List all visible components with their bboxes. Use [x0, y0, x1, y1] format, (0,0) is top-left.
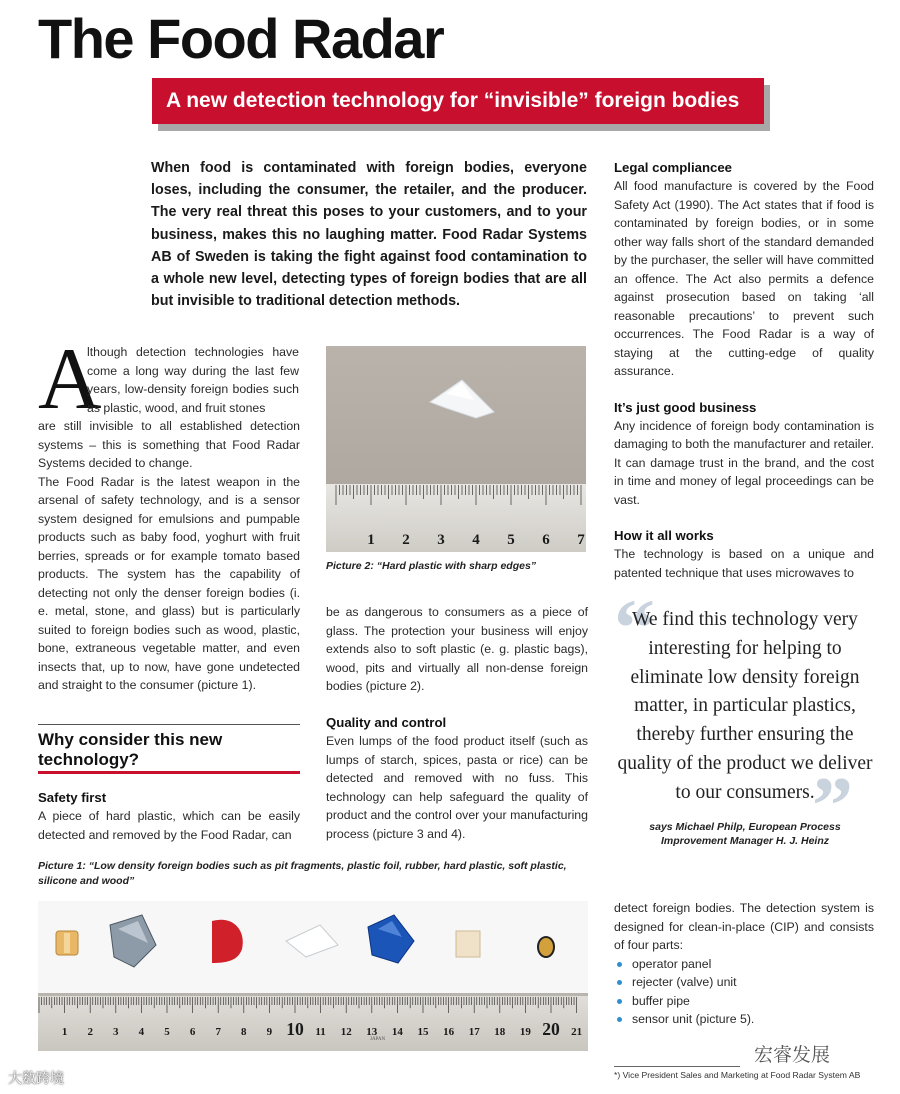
- drop-cap: A: [38, 331, 102, 428]
- pull-quote: We find this technology very interesting for helping to eliminate low density foreign matter, in particular plastics, thereby further ensuring the quality of the product we deliver to our consumers.: [617, 609, 873, 803]
- col-a-paragraph-1-end: are still invisible to all established detection systems – this is something that Food Radar Systems decided to change.: [38, 419, 300, 470]
- safety-section: [38, 789, 300, 844]
- parts-list: [614, 955, 874, 1029]
- col-a-body: [38, 417, 300, 695]
- ruler-number: 8: [241, 1026, 247, 1038]
- wood-icon: [538, 937, 554, 957]
- col-a-paragraph-1-start: lthough detection technologies have come a long way during the last few years, low-density foreign bodies such as plastic, wood, and fruit stones: [87, 345, 299, 415]
- ruler-number: 1: [367, 532, 375, 548]
- ruler-number: 3: [437, 532, 445, 548]
- wechat-watermark: 宏睿发展: [754, 1045, 831, 1066]
- col-c: [614, 159, 874, 582]
- ruler-number: 21: [571, 1026, 583, 1038]
- ruler-number: 7: [215, 1026, 221, 1038]
- ruler-number: 2: [87, 1026, 93, 1038]
- ruler-number: 14: [391, 1026, 403, 1038]
- ruler-number: 12: [340, 1026, 352, 1038]
- ruler-number: 1: [61, 1026, 68, 1038]
- ruler-label: JAPAN: [370, 1037, 386, 1042]
- quality-text: Even lumps of the food product itself (such as lumps of starch, spices, pasta or rice) can be detected and removed with no fuss. This technology can help safeguard the quality of product and the control over your manufacturing process (picture 3 and 4).: [326, 734, 588, 841]
- col-d-text: detect foreign bodies. The detection system is designed for clean-in-place (CIP) and consists of four parts:: [614, 901, 874, 952]
- picture-2-caption: Picture 2: “Hard plastic with sharp edges”: [326, 560, 537, 572]
- intro-paragraph: When food is contaminated with foreign bodies, everyone loses, including the consumer, the retailer, and the producer. The very real threat this poses to your customers, and to your business, makes this no laughing matter. Food Radar Systems AB of Sweden is taking the fight against food contamination to a whole new level, detecting types of foreign bodies that are all but invisible to traditional detection methods.: [151, 160, 587, 310]
- ruler-number: 7: [577, 532, 585, 548]
- ruler-number: 4: [472, 532, 480, 548]
- parts-list-item: sensor unit (picture 5).: [614, 1010, 874, 1029]
- ruler-number: 6: [189, 1026, 196, 1038]
- ruler-number: 9: [266, 1026, 273, 1038]
- why-heading: Why consider this new technology?: [38, 730, 223, 769]
- pit-fragment-icon: [56, 931, 78, 955]
- quote-attribution-line-1: says Michael Philp, European Process: [649, 821, 841, 833]
- parts-list-item: operator panel: [614, 955, 874, 974]
- ruler-number: 11: [315, 1026, 326, 1038]
- parts-list-item: rejecter (valve) unit: [614, 973, 874, 992]
- corner-watermark: 大数跨境: [8, 1070, 64, 1086]
- footnote-rule: [614, 1066, 740, 1067]
- ruler-number: 2: [402, 532, 410, 548]
- ruler-number: 6: [542, 532, 550, 548]
- section-rule-top: [38, 724, 300, 725]
- picture-2-photo: [326, 346, 586, 552]
- ruler-number: 3: [113, 1026, 119, 1038]
- quote-open-mark: “: [614, 582, 655, 673]
- ruler-number: 13: [366, 1026, 378, 1038]
- legal-text: All food manufacture is covered by the Food Safety Act (1990). The Act states that if food is contaminated by foreign bodies, or in some other way falls short of the standard demanded by the purchaser, the seller will have committed an offence. The Act also permits a defence against prosecution based on taking ‘all reasonable precautions’ to prevent such occurrences. The Food Radar is a way of staying at the cutting-edge of quality assurance.: [614, 179, 874, 378]
- safety-text: A piece of hard plastic, which can be easily detected and removed by the Food Radar, can: [38, 809, 300, 842]
- quality-heading: Quality and control: [326, 715, 447, 730]
- ruler-number: 17: [468, 1026, 480, 1038]
- ruler-number: 4: [138, 1026, 145, 1038]
- quote-close-mark: ”: [812, 760, 853, 851]
- legal-heading: Legal compliancee: [614, 160, 732, 175]
- section-rule-accent: [38, 771, 300, 774]
- works-heading: How it all works: [614, 528, 714, 543]
- ruler-number: 20: [542, 1019, 560, 1039]
- safety-heading: Safety first: [38, 790, 107, 805]
- ruler-number: 15: [417, 1026, 429, 1038]
- quote-attribution: [614, 820, 876, 848]
- ruler-number: 5: [164, 1026, 170, 1038]
- ruler-number: 18: [494, 1026, 506, 1038]
- ruler-number: 19: [519, 1026, 531, 1038]
- picture-1-photo: [38, 901, 588, 1051]
- hard-plastic-photo: [326, 346, 586, 552]
- ruler-number: 5: [507, 532, 515, 548]
- col-d: [614, 899, 874, 1029]
- footnote: *) Vice President Sales and Marketing at Food Radar System AB: [614, 1070, 861, 1080]
- silicone-icon: [456, 931, 480, 957]
- ruler-number: 10: [286, 1019, 304, 1039]
- picture-1-caption: Picture 1: “Low density foreign bodies such as pit fragments, plastic foil, rubber, hard plastic, soft plastic, silicone and wood”: [38, 860, 567, 887]
- ruler-number: 16: [443, 1026, 455, 1038]
- page-title: The Food Radar: [38, 7, 444, 70]
- business-text: Any incidence of foreign body contamination is damaging to both the manufacturer and retailer. It can damage trust in the brand, and the cost in time and money of legal proceedings can be vast.: [614, 418, 874, 507]
- quality-section: [326, 714, 588, 843]
- quote-attribution-line-2: Improvement Manager H. J. Heinz: [660, 835, 830, 847]
- col-b-paragraph-1: be as dangerous to consumers as a piece of glass. The protection your business will enjoy extends also to soft plastic (e. g. plastic bags), wood, pits and virtually all non-dense foreign bodies (picture 2).: [326, 605, 588, 693]
- parts-list-item: buffer pipe: [614, 992, 874, 1011]
- business-heading: It’s just good business: [614, 399, 757, 415]
- works-text: The technology is based on a unique and patented technique that uses microwaves to: [614, 547, 874, 580]
- subtitle-banner: [152, 78, 764, 124]
- subtitle-text: A new detection technology for “invisible” foreign bodies: [166, 89, 740, 112]
- foreign-bodies-photo: [38, 901, 588, 1051]
- col-a-paragraph-2: The Food Radar is the latest weapon in the arsenal of safety technology, and is a sensor system designed for emulsions and pumpable products such as baby food, yoghurt with fruit berries, spreads or for example tomato based products. The system has the capability of detecting not only the denser foreign bodies (i. e. metal, stone, and glass) but is particularly suited to foreign bodies such as wood, plastic, bone, extraneous vegetable matter, and even insects that, up to now, have gone undetected and straight to the consumer (picture 1).: [38, 474, 300, 692]
